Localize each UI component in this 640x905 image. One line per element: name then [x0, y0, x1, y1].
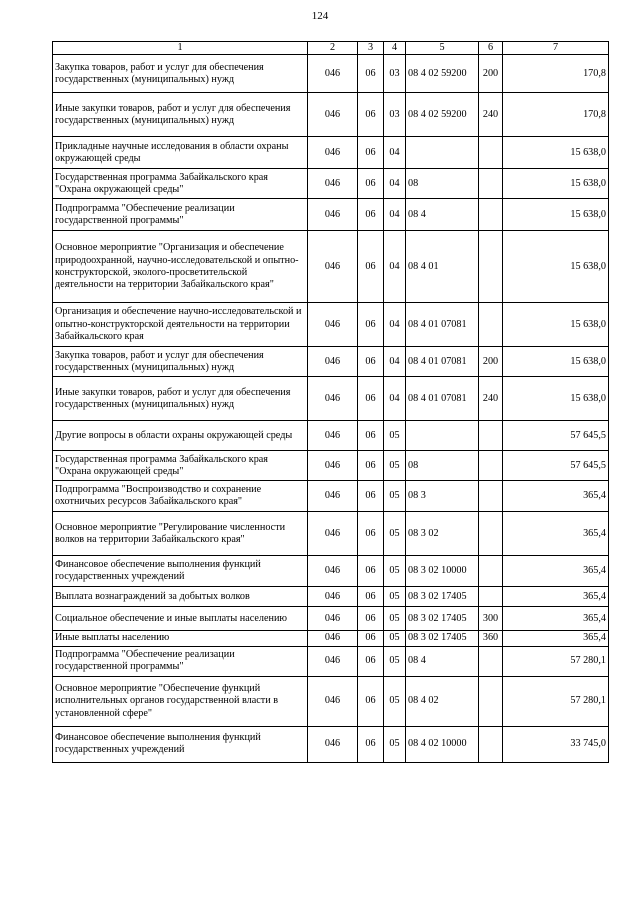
- row-ministry-code-cell: 046: [308, 303, 358, 347]
- column-number-6: 6: [479, 42, 503, 55]
- row-name-cell: Иные закупки товаров, работ и услуг для обеспечения государственных (муниципальных) нужд: [53, 93, 308, 137]
- row-section-code-cell: 06: [358, 137, 384, 169]
- row-amount-cell: 57 280,1: [503, 676, 609, 726]
- row-target-article-cell: 08 4 01: [406, 231, 479, 303]
- row-target-article-cell: [406, 137, 479, 169]
- row-section-code-cell: 06: [358, 481, 384, 512]
- row-expense-type-cell: [479, 726, 503, 762]
- row-section-code-cell: 06: [358, 512, 384, 556]
- row-section-code-cell: 06: [358, 303, 384, 347]
- row-name-cell: Подпрограмма "Обеспечение реализации государственной программы": [53, 646, 308, 676]
- row-amount-cell: 365,4: [503, 631, 609, 646]
- row-name-cell: Финансовое обеспечение выполнения функций государственных учреждений: [53, 556, 308, 587]
- row-subsection-code-cell: 05: [384, 421, 406, 451]
- row-subsection-code-cell: 03: [384, 93, 406, 137]
- table-row: [53, 421, 609, 451]
- row-ministry-code-cell: 046: [308, 556, 358, 587]
- row-expense-type-cell: [479, 512, 503, 556]
- page-number: 124: [311, 10, 329, 22]
- row-amount-cell: 170,8: [503, 55, 609, 93]
- row-target-article-cell: 08 3 02 10000: [406, 556, 479, 587]
- row-section-code-cell: 06: [358, 646, 384, 676]
- row-target-article-cell: 08 4: [406, 646, 479, 676]
- table-row: [53, 93, 609, 137]
- row-name-cell: Подпрограмма "Воспроизводство и сохранение охотничьих ресурсов Забайкальского края": [53, 481, 308, 512]
- table-row: [53, 631, 609, 646]
- row-expense-type-cell: 200: [479, 55, 503, 93]
- row-name-cell: Государственная программа Забайкальского края "Охрана окружающей среды": [53, 451, 308, 481]
- row-amount-cell: 15 638,0: [503, 377, 609, 421]
- table-row: [53, 347, 609, 377]
- row-name-cell: Государственная программа Забайкальского края "Охрана окружающей среды": [53, 169, 308, 199]
- row-ministry-code-cell: 046: [308, 169, 358, 199]
- row-ministry-code-cell: 046: [308, 587, 358, 607]
- row-section-code-cell: 06: [358, 231, 384, 303]
- table-row: [53, 556, 609, 587]
- row-name-cell: Финансовое обеспечение выполнения функций государственных учреждений: [53, 726, 308, 762]
- row-name-cell: Основное мероприятие "Организация и обеспечение природоохранной, научно-исследовательской и опытно- конструкторской, эколого-просветительской деятельности на территории Забайкальского края": [53, 231, 308, 303]
- row-expense-type-cell: [479, 451, 503, 481]
- row-expense-type-cell: [479, 556, 503, 587]
- row-section-code-cell: 06: [358, 93, 384, 137]
- row-amount-cell: 365,4: [503, 512, 609, 556]
- row-ministry-code-cell: 046: [308, 231, 358, 303]
- row-target-article-cell: 08 4: [406, 199, 479, 231]
- row-amount-cell: 15 638,0: [503, 199, 609, 231]
- column-number-2: 2: [308, 42, 358, 55]
- row-expense-type-cell: [479, 169, 503, 199]
- row-target-article-cell: [406, 421, 479, 451]
- row-name-cell: Социальное обеспечение и иные выплаты населению: [53, 607, 308, 631]
- row-subsection-code-cell: 04: [384, 303, 406, 347]
- row-name-cell: Основное мероприятие "Регулирование численности волков на территории Забайкальского края": [53, 512, 308, 556]
- row-name-cell: Прикладные научные исследования в области охраны окружающей среды: [53, 137, 308, 169]
- row-subsection-code-cell: 05: [384, 587, 406, 607]
- table-row: [53, 55, 609, 93]
- row-expense-type-cell: [479, 587, 503, 607]
- row-subsection-code-cell: 05: [384, 646, 406, 676]
- row-ministry-code-cell: 046: [308, 377, 358, 421]
- row-ministry-code-cell: 046: [308, 93, 358, 137]
- column-number-4: 4: [384, 42, 406, 55]
- column-number-5: 5: [406, 42, 479, 55]
- row-section-code-cell: 06: [358, 607, 384, 631]
- column-number-row: [53, 42, 609, 55]
- row-ministry-code-cell: 046: [308, 607, 358, 631]
- row-expense-type-cell: [479, 199, 503, 231]
- row-expense-type-cell: 360: [479, 631, 503, 646]
- row-target-article-cell: 08 3 02 17405: [406, 607, 479, 631]
- row-section-code-cell: 06: [358, 726, 384, 762]
- row-ministry-code-cell: 046: [308, 451, 358, 481]
- row-ministry-code-cell: 046: [308, 512, 358, 556]
- table-row: [53, 199, 609, 231]
- row-expense-type-cell: 300: [479, 607, 503, 631]
- row-section-code-cell: 06: [358, 631, 384, 646]
- row-expense-type-cell: [479, 481, 503, 512]
- row-name-cell: Закупка товаров, работ и услуг для обеспечения государственных (муниципальных) нужд: [53, 347, 308, 377]
- row-section-code-cell: 06: [358, 377, 384, 421]
- row-subsection-code-cell: 05: [384, 676, 406, 726]
- row-target-article-cell: 08 3: [406, 481, 479, 512]
- row-amount-cell: 15 638,0: [503, 303, 609, 347]
- table-row: [53, 137, 609, 169]
- row-name-cell: Другие вопросы в области охраны окружающей среды: [53, 421, 308, 451]
- row-target-article-cell: 08 4 02 59200: [406, 93, 479, 137]
- table-row: [53, 646, 609, 676]
- row-amount-cell: 365,4: [503, 607, 609, 631]
- row-ministry-code-cell: 046: [308, 347, 358, 377]
- row-ministry-code-cell: 046: [308, 676, 358, 726]
- row-expense-type-cell: 200: [479, 347, 503, 377]
- row-ministry-code-cell: 046: [308, 55, 358, 93]
- row-target-article-cell: 08 4 01 07081: [406, 377, 479, 421]
- row-expense-type-cell: [479, 303, 503, 347]
- row-section-code-cell: 06: [358, 587, 384, 607]
- row-subsection-code-cell: 05: [384, 631, 406, 646]
- row-name-cell: Выплата вознаграждений за добытых волков: [53, 587, 308, 607]
- table-row: [53, 587, 609, 607]
- table-row: [53, 303, 609, 347]
- table-row: [53, 607, 609, 631]
- row-target-article-cell: 08 3 02: [406, 512, 479, 556]
- row-ministry-code-cell: 046: [308, 137, 358, 169]
- row-section-code-cell: 06: [358, 55, 384, 93]
- row-section-code-cell: 06: [358, 347, 384, 377]
- column-number-1: 1: [53, 42, 308, 55]
- row-section-code-cell: 06: [358, 451, 384, 481]
- row-amount-cell: 57 645,5: [503, 421, 609, 451]
- column-number-7: 7: [503, 42, 609, 55]
- budget-table-body: [53, 42, 609, 763]
- row-amount-cell: 15 638,0: [503, 137, 609, 169]
- row-expense-type-cell: 240: [479, 93, 503, 137]
- row-expense-type-cell: [479, 137, 503, 169]
- row-subsection-code-cell: 05: [384, 451, 406, 481]
- row-subsection-code-cell: 05: [384, 607, 406, 631]
- table-row: [53, 512, 609, 556]
- row-target-article-cell: 08 4 01 07081: [406, 303, 479, 347]
- row-name-cell: Иные закупки товаров, работ и услуг для обеспечения государственных (муниципальных) нужд: [53, 377, 308, 421]
- row-subsection-code-cell: 05: [384, 556, 406, 587]
- row-amount-cell: 170,8: [503, 93, 609, 137]
- row-subsection-code-cell: 04: [384, 377, 406, 421]
- row-expense-type-cell: [479, 676, 503, 726]
- row-amount-cell: 57 280,1: [503, 646, 609, 676]
- row-subsection-code-cell: 04: [384, 137, 406, 169]
- row-subsection-code-cell: 04: [384, 347, 406, 377]
- row-ministry-code-cell: 046: [308, 421, 358, 451]
- row-amount-cell: 33 745,0: [503, 726, 609, 762]
- row-subsection-code-cell: 04: [384, 231, 406, 303]
- row-expense-type-cell: [479, 646, 503, 676]
- row-ministry-code-cell: 046: [308, 646, 358, 676]
- row-amount-cell: 365,4: [503, 587, 609, 607]
- row-amount-cell: 15 638,0: [503, 347, 609, 377]
- row-amount-cell: 15 638,0: [503, 169, 609, 199]
- table-row: [53, 377, 609, 421]
- table-row: [53, 169, 609, 199]
- row-subsection-code-cell: 05: [384, 481, 406, 512]
- row-name-cell: Подпрограмма "Обеспечение реализации государственной программы": [53, 199, 308, 231]
- row-name-cell: Иные выплаты населению: [53, 631, 308, 646]
- table-row: [53, 481, 609, 512]
- row-expense-type-cell: 240: [479, 377, 503, 421]
- row-subsection-code-cell: 04: [384, 199, 406, 231]
- table-row: [53, 231, 609, 303]
- row-amount-cell: 365,4: [503, 481, 609, 512]
- row-target-article-cell: 08 3 02 17405: [406, 631, 479, 646]
- row-section-code-cell: 06: [358, 169, 384, 199]
- row-name-cell: Закупка товаров, работ и услуг для обеспечения государственных (муниципальных) нужд: [53, 55, 308, 93]
- table-row: [53, 726, 609, 762]
- column-number-3: 3: [358, 42, 384, 55]
- row-subsection-code-cell: 03: [384, 55, 406, 93]
- table-row: [53, 676, 609, 726]
- table-row: [53, 451, 609, 481]
- row-amount-cell: 365,4: [503, 556, 609, 587]
- row-subsection-code-cell: 05: [384, 512, 406, 556]
- row-ministry-code-cell: 046: [308, 726, 358, 762]
- row-section-code-cell: 06: [358, 421, 384, 451]
- row-target-article-cell: 08: [406, 169, 479, 199]
- row-ministry-code-cell: 046: [308, 481, 358, 512]
- row-subsection-code-cell: 04: [384, 169, 406, 199]
- budget-table: [52, 41, 609, 763]
- row-expense-type-cell: [479, 231, 503, 303]
- row-ministry-code-cell: 046: [308, 631, 358, 646]
- row-subsection-code-cell: 05: [384, 726, 406, 762]
- row-target-article-cell: 08 4 01 07081: [406, 347, 479, 377]
- row-name-cell: Организация и обеспечение научно-исследовательской и опытно-конструкторской деятельности на территории Забайкальского края: [53, 303, 308, 347]
- row-target-article-cell: 08 4 02 59200: [406, 55, 479, 93]
- row-target-article-cell: 08 4 02 10000: [406, 726, 479, 762]
- row-amount-cell: 57 645,5: [503, 451, 609, 481]
- row-amount-cell: 15 638,0: [503, 231, 609, 303]
- row-name-cell: Основное мероприятие "Обеспечение функций исполнительных органов государственной власти в установленной сфере": [53, 676, 308, 726]
- row-target-article-cell: 08: [406, 451, 479, 481]
- row-section-code-cell: 06: [358, 199, 384, 231]
- row-ministry-code-cell: 046: [308, 199, 358, 231]
- row-section-code-cell: 06: [358, 676, 384, 726]
- row-section-code-cell: 06: [358, 556, 384, 587]
- row-target-article-cell: 08 4 02: [406, 676, 479, 726]
- row-target-article-cell: 08 3 02 17405: [406, 587, 479, 607]
- row-expense-type-cell: [479, 421, 503, 451]
